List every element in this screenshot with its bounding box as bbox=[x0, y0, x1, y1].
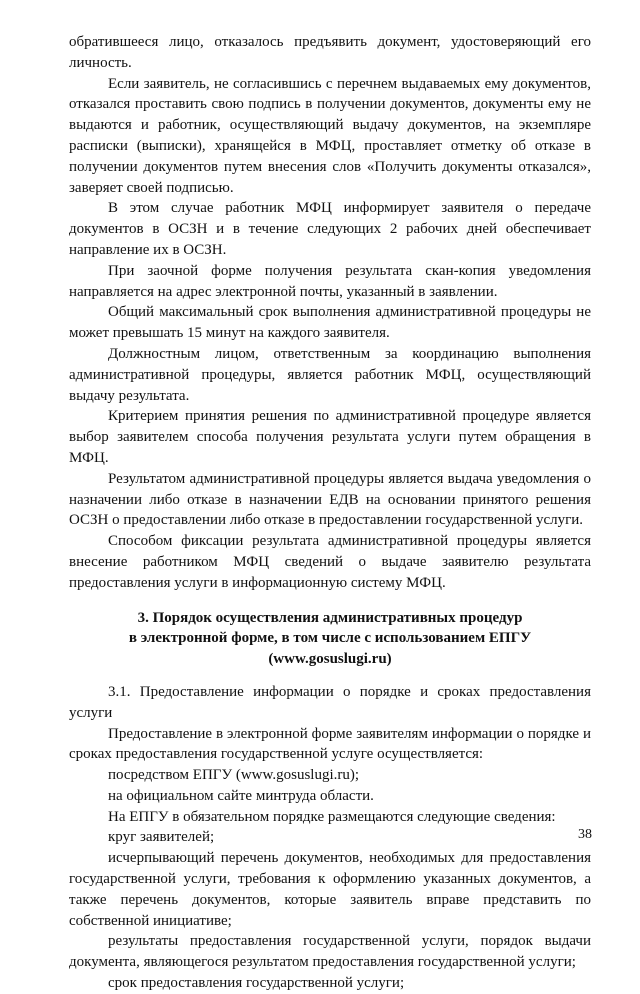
section-heading bbox=[69, 608, 591, 670]
paragraph: Критерием принятия решения по административной процедуре является выбор заявителем способа получения результата услуги путем обращения в МФЦ. bbox=[69, 408, 591, 466]
paragraph: В этом случае работник МФЦ информирует заявителя о передаче документов в ОСЗН и в течение следующих 2 рабочих дней обеспечивает направление их в ОСЗН. bbox=[69, 200, 591, 258]
paragraph: При заочной форме получения результата скан-копия уведомления направляется на адрес электронной почты, указанный в заявлении. bbox=[69, 262, 591, 300]
paragraph: На ЕПГУ в обязательном порядке размещаются следующие сведения: bbox=[108, 808, 556, 825]
paragraph: обратившееся лицо, отказалось предъявить документ, удостоверяющий его личность. bbox=[69, 34, 591, 71]
section-heading-line-1: 3. Порядок осуществления административных процедур bbox=[137, 609, 523, 626]
paragraph: 3.1. Предоставление информации о порядке и сроках предоставления услуги bbox=[69, 683, 591, 721]
section-heading-line-3: (www.gosuslugi.ru) bbox=[268, 651, 392, 668]
paragraph: Должностным лицом, ответственным за координацию выполнения административной процедуры, является работник МФЦ, осуществляющий выдачу результата. bbox=[69, 345, 591, 404]
document-body bbox=[69, 32, 591, 994]
paragraph: срок предоставления государственной услуги; bbox=[108, 975, 405, 992]
paragraph: посредством ЕПГУ (www.gosuslugi.ru); bbox=[108, 767, 360, 784]
paragraph: круг заявителей; bbox=[108, 829, 215, 846]
paragraph: Общий максимальный срок выполнения административной процедуры не может превышать 15 минут на каждого заявителя. bbox=[69, 304, 591, 342]
page-number: 38 bbox=[578, 827, 592, 842]
paragraph: на официальном сайте минтруда области. bbox=[108, 787, 374, 804]
paragraph: Предоставление в электронной форме заявителям информации о порядке и сроках предоставления государственной услуге осуществляется: bbox=[69, 725, 591, 763]
paragraph: Если заявитель, не согласившись с перечнем выдаваемых ему документов, отказался проставить свою подпись в получении документов, документы ему не выдаются и работник, осуществляющий выдачу документов, на экземпляре расписки (выписки), хранящейся в МФЦ, проставляет отметку об отказе в получении документов путем внесения слов «Получить документы отказался», заверяет своей подписью. bbox=[69, 75, 591, 196]
paragraph: исчерпывающий перечень документов, необходимых для предоставления государственной услуги, требования к оформлению указанных документов, а также перечень документов, которые заявитель вправе представить по собственной инициативе; bbox=[69, 850, 591, 929]
section-continuation bbox=[69, 32, 591, 594]
paragraph: Результатом административной процедуры является выдача уведомления о назначении либо отказе в назначении ЕДВ на основании принятого решения ОСЗН о предоставлении либо отказе в предоставлении государственной услуги. bbox=[69, 470, 591, 529]
paragraph: результаты предоставления государственной услуги, порядок выдачи документа, являющегося результатом предоставления государственной услуги; bbox=[69, 933, 591, 971]
section-3-body bbox=[69, 682, 591, 994]
paragraph: Способом фиксации результата административной процедуры является внесение работником МФЦ сведений о выдаче заявителю результата предоставления услуги в информационную систему МФЦ. bbox=[69, 533, 591, 591]
section-heading-line-2: в электронной форме, в том числе с использованием ЕПГУ bbox=[128, 630, 532, 647]
